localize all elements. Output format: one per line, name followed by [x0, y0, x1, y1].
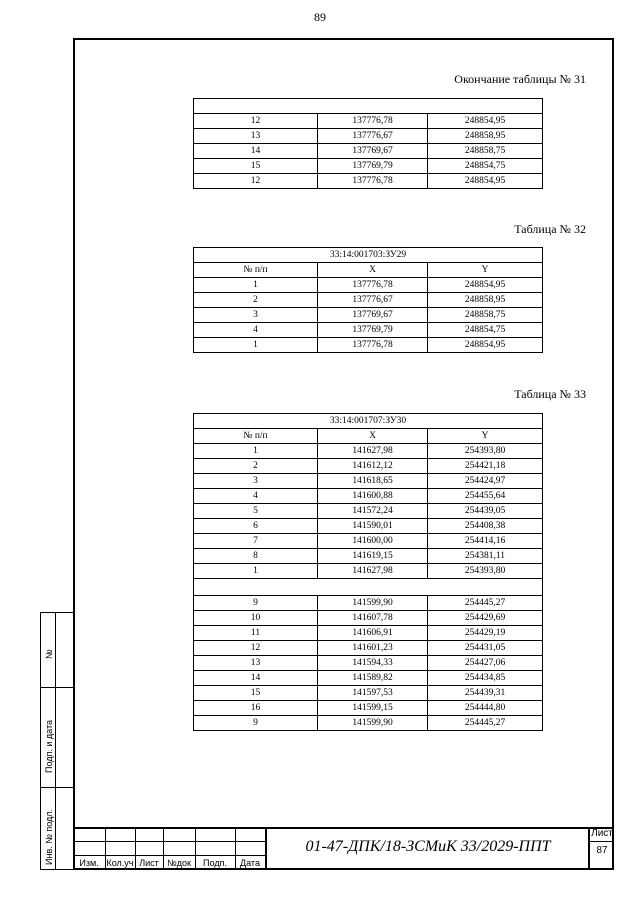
table-row — [194, 549, 543, 564]
sheet-label: Лист — [591, 828, 613, 839]
cell-y: 254381,11 — [428, 549, 543, 564]
cell-y: 254445,27 — [428, 596, 543, 611]
cell-x: 137769,67 — [318, 308, 428, 323]
cell-y: 254429,69 — [428, 611, 543, 626]
table-row — [194, 159, 543, 174]
table-row — [194, 338, 543, 353]
cell-num: 8 — [194, 549, 318, 564]
table-row — [194, 129, 543, 144]
cell-x: 141572,24 — [318, 504, 428, 519]
cell-num: 6 — [194, 519, 318, 534]
table33-header-row — [194, 429, 543, 444]
title-block-label-list: Лист — [139, 858, 159, 868]
table-row — [194, 444, 543, 459]
cell-x: 141627,98 — [318, 444, 428, 459]
table33 — [193, 413, 543, 731]
cell-x: 141606,91 — [318, 626, 428, 641]
cell-num: 14 — [194, 671, 318, 686]
cell-x: 137776,78 — [318, 174, 428, 189]
cell-y: 254455,64 — [428, 489, 543, 504]
cell-x: 141589,82 — [318, 671, 428, 686]
table-row — [194, 519, 543, 534]
inv-number-label: № — [44, 649, 54, 659]
title-block-label-kol: Кол.уч — [106, 858, 134, 868]
table-row — [194, 716, 543, 731]
cell-y: 254393,80 — [428, 444, 543, 459]
table32-header-num: № п/п — [194, 263, 318, 278]
title-block-label-data: Дата — [240, 858, 260, 868]
sign-date-label: Подп. и дата — [44, 719, 54, 773]
table-row — [194, 459, 543, 474]
cell-num: 13 — [194, 656, 318, 671]
cell-y: 248858,75 — [428, 308, 543, 323]
cell-y: 254414,16 — [428, 534, 543, 549]
cell-y: 248858,95 — [428, 293, 543, 308]
title-block-label-podp: Подп. — [203, 858, 227, 868]
cell-y: 248854,95 — [428, 174, 543, 189]
sheet-number: 87 — [596, 845, 608, 856]
table-row — [194, 534, 543, 549]
cell-x: 141601,23 — [318, 641, 428, 656]
cell-num: 1 — [194, 564, 318, 579]
table33-title-row — [194, 414, 543, 429]
cell-x: 141590,01 — [318, 519, 428, 534]
side-strip-sep-1 — [41, 687, 74, 688]
cell-y: 254439,05 — [428, 504, 543, 519]
cell-x: 137769,79 — [318, 159, 428, 174]
table31-blank-header — [194, 99, 543, 114]
cell-y: 248854,95 — [428, 114, 543, 129]
cell-num: 14 — [194, 144, 318, 159]
cell-num: 7 — [194, 534, 318, 549]
side-strip-divider — [55, 613, 56, 869]
table-row — [194, 278, 543, 293]
cell-num: 11 — [194, 626, 318, 641]
cell-y: 248858,75 — [428, 144, 543, 159]
cell-x: 137776,67 — [318, 293, 428, 308]
table32-caption: Таблица № 32 — [514, 222, 586, 236]
table-row — [194, 611, 543, 626]
table-row — [194, 489, 543, 504]
cell-y: 254431,05 — [428, 641, 543, 656]
cell-num: 5 — [194, 504, 318, 519]
cell-num: 2 — [194, 293, 318, 308]
cell-x: 141599,90 — [318, 596, 428, 611]
table31 — [193, 98, 543, 189]
cell-y: 254434,85 — [428, 671, 543, 686]
cell-num: 3 — [194, 308, 318, 323]
side-strip — [40, 612, 73, 870]
cell-y: 248858,95 — [428, 129, 543, 144]
table-row — [194, 656, 543, 671]
table33-title: 33:14:001707:ЗУ30 — [194, 414, 543, 429]
cell-num: 12 — [194, 641, 318, 656]
cell-num: 10 — [194, 611, 318, 626]
cell-num: 15 — [194, 686, 318, 701]
side-strip-sep-2 — [41, 787, 74, 788]
title-block — [73, 827, 614, 870]
table-row — [194, 564, 543, 579]
table-row — [194, 504, 543, 519]
cell-num: 4 — [194, 489, 318, 504]
table-row — [194, 686, 543, 701]
table32-title-row — [194, 248, 543, 263]
cell-x: 137769,79 — [318, 323, 428, 338]
page-number: 89 — [314, 10, 326, 24]
cell-num: 15 — [194, 159, 318, 174]
table32-header-x: X — [318, 263, 428, 278]
cell-y: 248854,75 — [428, 159, 543, 174]
document-code: 01-47-ДПК/18-ЗСМиК 33/2029-ППТ — [305, 838, 551, 855]
table32 — [193, 247, 543, 353]
cell-num: 9 — [194, 716, 318, 731]
table-row — [194, 144, 543, 159]
cell-num: 1 — [194, 338, 318, 353]
cell-y: 254439,31 — [428, 686, 543, 701]
table33-header-num: № п/п — [194, 429, 318, 444]
cell-x: 141599,90 — [318, 716, 428, 731]
cell-y: 254429,19 — [428, 626, 543, 641]
cell-num: 2 — [194, 459, 318, 474]
table-row — [194, 308, 543, 323]
cell-num: 4 — [194, 323, 318, 338]
cell-y: 248854,95 — [428, 338, 543, 353]
cell-x: 141600,88 — [318, 489, 428, 504]
title-block-label-ndok: №док — [167, 858, 191, 868]
table32-header-y: Y — [428, 263, 543, 278]
table-row — [194, 596, 543, 611]
cell-x: 141597,53 — [318, 686, 428, 701]
cell-x: 141594,33 — [318, 656, 428, 671]
cell-x: 141607,78 — [318, 611, 428, 626]
cell-num: 13 — [194, 129, 318, 144]
cell-num: 1 — [194, 444, 318, 459]
cell-y: 254445,27 — [428, 716, 543, 731]
cell-y: 254393,80 — [428, 564, 543, 579]
cell-x: 137776,78 — [318, 278, 428, 293]
cell-y: 248854,75 — [428, 323, 543, 338]
inv-original-label: Инв. № подл. — [44, 808, 54, 865]
table-row — [194, 641, 543, 656]
title-block-label-izm: Изм. — [79, 858, 99, 868]
cell-y: 254408,38 — [428, 519, 543, 534]
table-row — [194, 701, 543, 716]
cell-x: 141619,15 — [318, 549, 428, 564]
table-row — [194, 474, 543, 489]
cell-x: 141618,65 — [318, 474, 428, 489]
table33-caption: Таблица № 33 — [514, 387, 586, 401]
cell-y: 254421,18 — [428, 459, 543, 474]
table-row — [194, 671, 543, 686]
table-row — [194, 174, 543, 189]
table33-header-y: Y — [428, 429, 543, 444]
table33-contour-separator — [194, 579, 543, 596]
cell-x: 141600,00 — [318, 534, 428, 549]
cell-x: 141627,98 — [318, 564, 428, 579]
cell-num: 9 — [194, 596, 318, 611]
cell-y: 248854,95 — [428, 278, 543, 293]
table33-header-x: X — [318, 429, 428, 444]
cell-num: 1 — [194, 278, 318, 293]
cell-x: 141599,15 — [318, 701, 428, 716]
cell-x: 137776,78 — [318, 114, 428, 129]
table-row — [194, 114, 543, 129]
table-row — [194, 323, 543, 338]
table32-header-row — [194, 263, 543, 278]
table-row — [194, 293, 543, 308]
cell-num: 16 — [194, 701, 318, 716]
cell-y: 254424,97 — [428, 474, 543, 489]
cell-num: 12 — [194, 114, 318, 129]
cell-x: 141612,12 — [318, 459, 428, 474]
cell-y: 254427,06 — [428, 656, 543, 671]
cell-x: 137776,67 — [318, 129, 428, 144]
cell-x: 137776,78 — [318, 338, 428, 353]
cell-x: 137769,67 — [318, 144, 428, 159]
table32-title: 33:14:001703:ЗУ29 — [194, 248, 543, 263]
table-row — [194, 626, 543, 641]
cell-num: 12 — [194, 174, 318, 189]
cell-num: 3 — [194, 474, 318, 489]
cell-y: 254444,80 — [428, 701, 543, 716]
table31-caption: Окончание таблицы № 31 — [454, 72, 586, 86]
